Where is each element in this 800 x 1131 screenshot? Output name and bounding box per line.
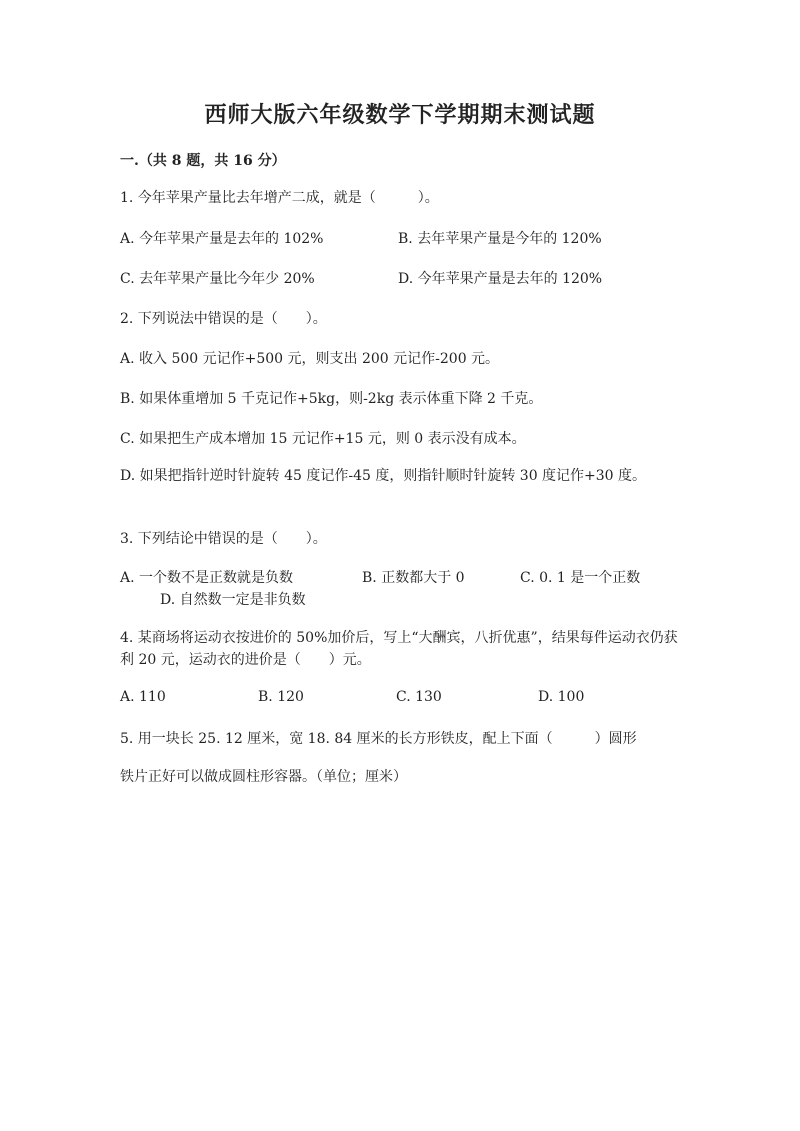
question-2-option-b: B. 如果体重增加 5 千克记作+5kg，则-2kg 表示体重下降 2 千克。 xyxy=(120,391,543,407)
question-4-option-d: D. 100 xyxy=(538,689,585,705)
question-5-stem-line-1: 5. 用一块长 25. 12 厘米，宽 18. 84 厘米的长方形铁皮，配上下面（ ）圆形 xyxy=(120,731,637,747)
section-heading: 一.（共 8 题，共 16 分） xyxy=(120,153,286,169)
question-4-stem: 4. 某商场将运动衣按进价的 50%加价后，写上“大酬宾，八折优惠”，结果每件运动衣仍获利 20 元，运动衣的进价是（ ）元。 xyxy=(120,630,678,668)
question-1-option-b: B. 去年苹果产量是今年的 120% xyxy=(398,231,602,247)
question-1-option-c: C. 去年苹果产量比今年少 20% xyxy=(120,271,315,287)
question-3-option-b: B. 正数都大于 0 xyxy=(362,570,465,586)
question-1-stem: 1. 今年苹果产量比去年增产二成，就是（ ）。 xyxy=(120,190,439,206)
question-5-stem-line-2: 铁片正好可以做成圆柱形容器。（单位；厘米） xyxy=(120,769,407,785)
question-3-option-a: A. 一个数不是正数就是负数 xyxy=(120,570,294,586)
question-3-option-c: C. 0. 1 是一个正数 xyxy=(520,570,641,586)
question-3-stem: 3. 下列结论中错误的是（ ）。 xyxy=(120,531,327,547)
question-2-stem: 2. 下列说法中错误的是（ ）。 xyxy=(120,311,327,327)
question-4-option-a: A. 110 xyxy=(120,689,166,705)
question-4-option-c: C. 130 xyxy=(396,689,442,705)
question-1-option-a: A. 今年苹果产量是去年的 102% xyxy=(120,231,324,247)
question-4-option-b: B. 120 xyxy=(258,689,304,705)
question-3-option-d: D. 自然数一定是非负数 xyxy=(160,592,306,608)
question-2-option-c: C. 如果把生产成本增加 15 元记作+15 元，则 0 表示没有成本。 xyxy=(120,431,526,447)
page-title: 西师大版六年级数学下学期期末测试题 xyxy=(204,102,596,128)
question-2-option-a: A. 收入 500 元记作+500 元，则支出 200 元记作-200 元。 xyxy=(120,351,500,367)
question-2-option-d: D. 如果把指针逆时针旋转 45 度记作-45 度，则指针顺时针旋转 30 度记作+30 度。 xyxy=(120,468,647,484)
question-1-option-d: D. 今年苹果产量是去年的 120% xyxy=(398,271,603,287)
